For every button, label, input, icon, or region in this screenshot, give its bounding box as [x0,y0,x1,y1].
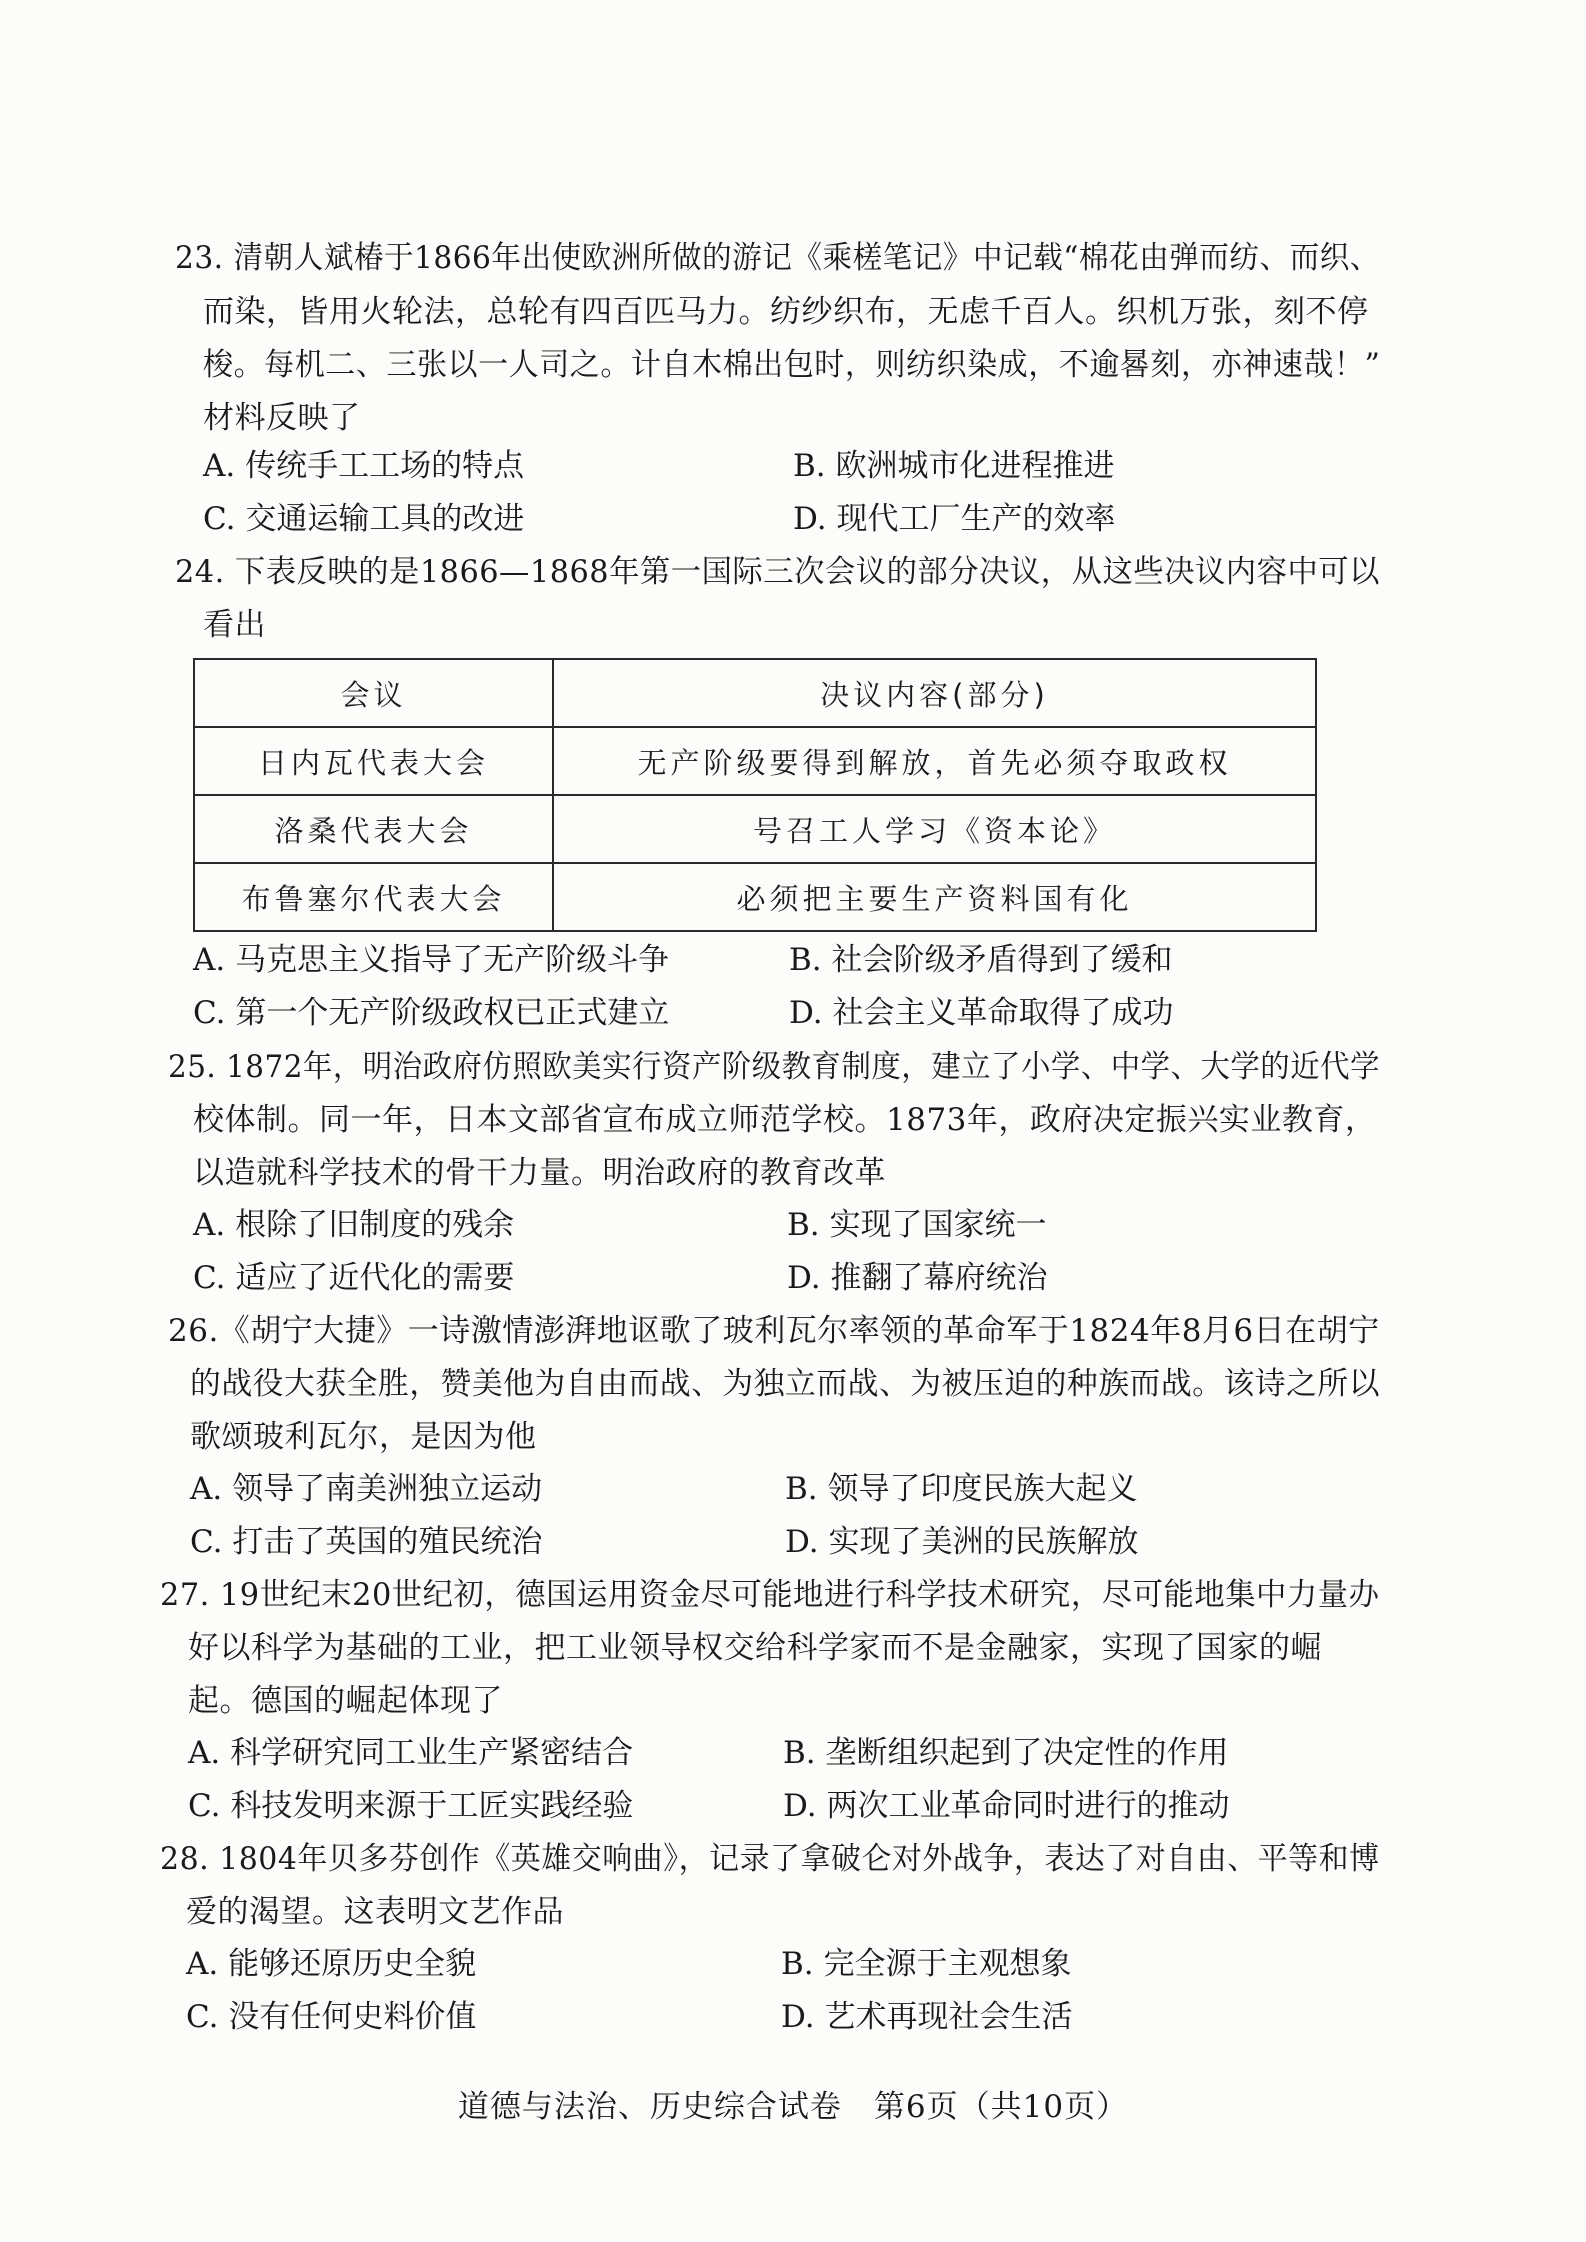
question-26-option-d: D. 实现了美洲的民族解放 [785,1524,1139,1560]
question-23-line-3: 梭。每机二、三张以一人司之。计自木棉出包时，则纺织染成，不逾晷刻，亦神速哉！” [203,347,1381,383]
question-27-option-a: A. 科学研究同工业生产紧密结合 [188,1735,634,1771]
table-cell-resolution: 必须把主要生产资料国有化 [553,863,1316,931]
table-header-row [194,659,1316,727]
question-28-option-c: C. 没有任何史料价值 [186,1999,477,2035]
question-25-line-3: 以造就科学技术的骨干力量。明治政府的教育改革 [193,1155,886,1191]
question-25-option-c: C. 适应了近代化的需要 [193,1260,515,1296]
question-28-option-b: B. 完全源于主观想象 [781,1946,1072,1982]
question-27-line-3: 起。德国的崛起体现了 [188,1683,503,1719]
resolutions-table [193,658,1317,932]
question-25-option-d: D. 推翻了幕府统治 [787,1260,1048,1296]
question-27-line-1: 27. 19世纪末20世纪初，德国运用资金尽可能地进行科学技术研究，尽可能地集中力量办 [160,1577,1380,1613]
table-cell-resolution: 号召工人学习《资本论》 [553,795,1316,863]
table-header-meeting: 会议 [194,659,553,727]
table-row [194,795,1316,863]
question-25-line-2: 校体制。同一年，日本文部省宣布成立师范学校。1873年，政府决定振兴实业教育， [193,1102,1377,1138]
question-24-line-2: 看出 [203,607,266,643]
question-27-option-c: C. 科技发明来源于工匠实践经验 [188,1788,634,1824]
question-23-option-d: D. 现代工厂生产的效率 [793,501,1116,537]
question-28-line-1: 28. 1804年贝多芬创作《英雄交响曲》，记录了拿破仑对外战争，表达了对自由、平等和博 [160,1841,1380,1877]
table-row [194,727,1316,795]
question-28-option-a: A. 能够还原历史全貌 [186,1946,477,1982]
question-23-option-c: C. 交通运输工具的改进 [203,501,525,537]
question-24-option-c: C. 第一个无产阶级政权已正式建立 [193,995,670,1031]
question-26-option-c: C. 打击了英国的殖民统治 [190,1524,543,1560]
question-27-option-d: D. 两次工业革命同时进行的推动 [783,1788,1230,1824]
question-27-line-2: 好以科学为基础的工业，把工业领导权交给科学家而不是金融家，实现了国家的崛 [188,1630,1322,1666]
question-26-option-b: B. 领导了印度民族大起义 [785,1471,1138,1507]
question-27-option-b: B. 垄断组织起到了决定性的作用 [783,1735,1229,1771]
question-25-line-1: 25. 1872年，明治政府仿照欧美实行资产阶级教育制度，建立了小学、中学、大学的近代学 [168,1049,1380,1085]
question-26-line-2: 的战役大获全胜，赞美他为自由而战、为独立而战、为被压迫的种族而战。该诗之所以 [190,1366,1381,1402]
question-25-option-a: A. 根除了旧制度的残余 [193,1207,515,1243]
question-23-line-4: 材料反映了 [203,400,361,436]
question-24-option-a: A. 马克思主义指导了无产阶级斗争 [193,942,670,978]
question-24-option-b: B. 社会阶级矛盾得到了缓和 [789,942,1173,978]
question-26-line-1: 26.《胡宁大捷》一诗激情澎湃地讴歌了玻利瓦尔率领的革命军于1824年8月6日在胡宁 [168,1313,1380,1349]
table-row [194,863,1316,931]
table-header-resolution: 决议内容(部分) [553,659,1316,727]
question-26-line-3: 歌颂玻利瓦尔，是因为他 [190,1419,537,1455]
question-23-option-b: B. 欧洲城市化进程推进 [793,448,1115,484]
page-footer: 道德与法治、历史综合试卷 第6页（共10页） [457,2089,1129,2125]
question-25-option-b: B. 实现了国家统一 [787,1207,1047,1243]
question-24-option-d: D. 社会主义革命取得了成功 [789,995,1174,1031]
question-23-line-1: 23. 清朝人斌椿于1866年出使欧洲所做的游记《乘槎笔记》中记载“棉花由弹而纺、而织、 [175,240,1380,276]
table-cell-meeting: 洛桑代表大会 [194,795,553,863]
question-26-option-a: A. 领导了南美洲独立运动 [190,1471,543,1507]
question-23-line-2: 而染，皆用火轮法，总轮有四百匹马力。纺纱织布，无虑千百人。织机万张，刻不停 [203,294,1369,330]
question-24-line-1: 24. 下表反映的是1866—1868年第一国际三次会议的部分决议，从这些决议内容中可以 [175,554,1380,590]
question-28-option-d: D. 艺术再现社会生活 [781,1999,1073,2035]
question-28-line-2: 爱的渴望。这表明文艺作品 [186,1894,564,1930]
table-cell-meeting: 布鲁塞尔代表大会 [194,863,553,931]
table-cell-resolution: 无产阶级要得到解放，首先必须夺取政权 [553,727,1316,795]
question-23-option-a: A. 传统手工工场的特点 [203,448,525,484]
table-cell-meeting: 日内瓦代表大会 [194,727,553,795]
